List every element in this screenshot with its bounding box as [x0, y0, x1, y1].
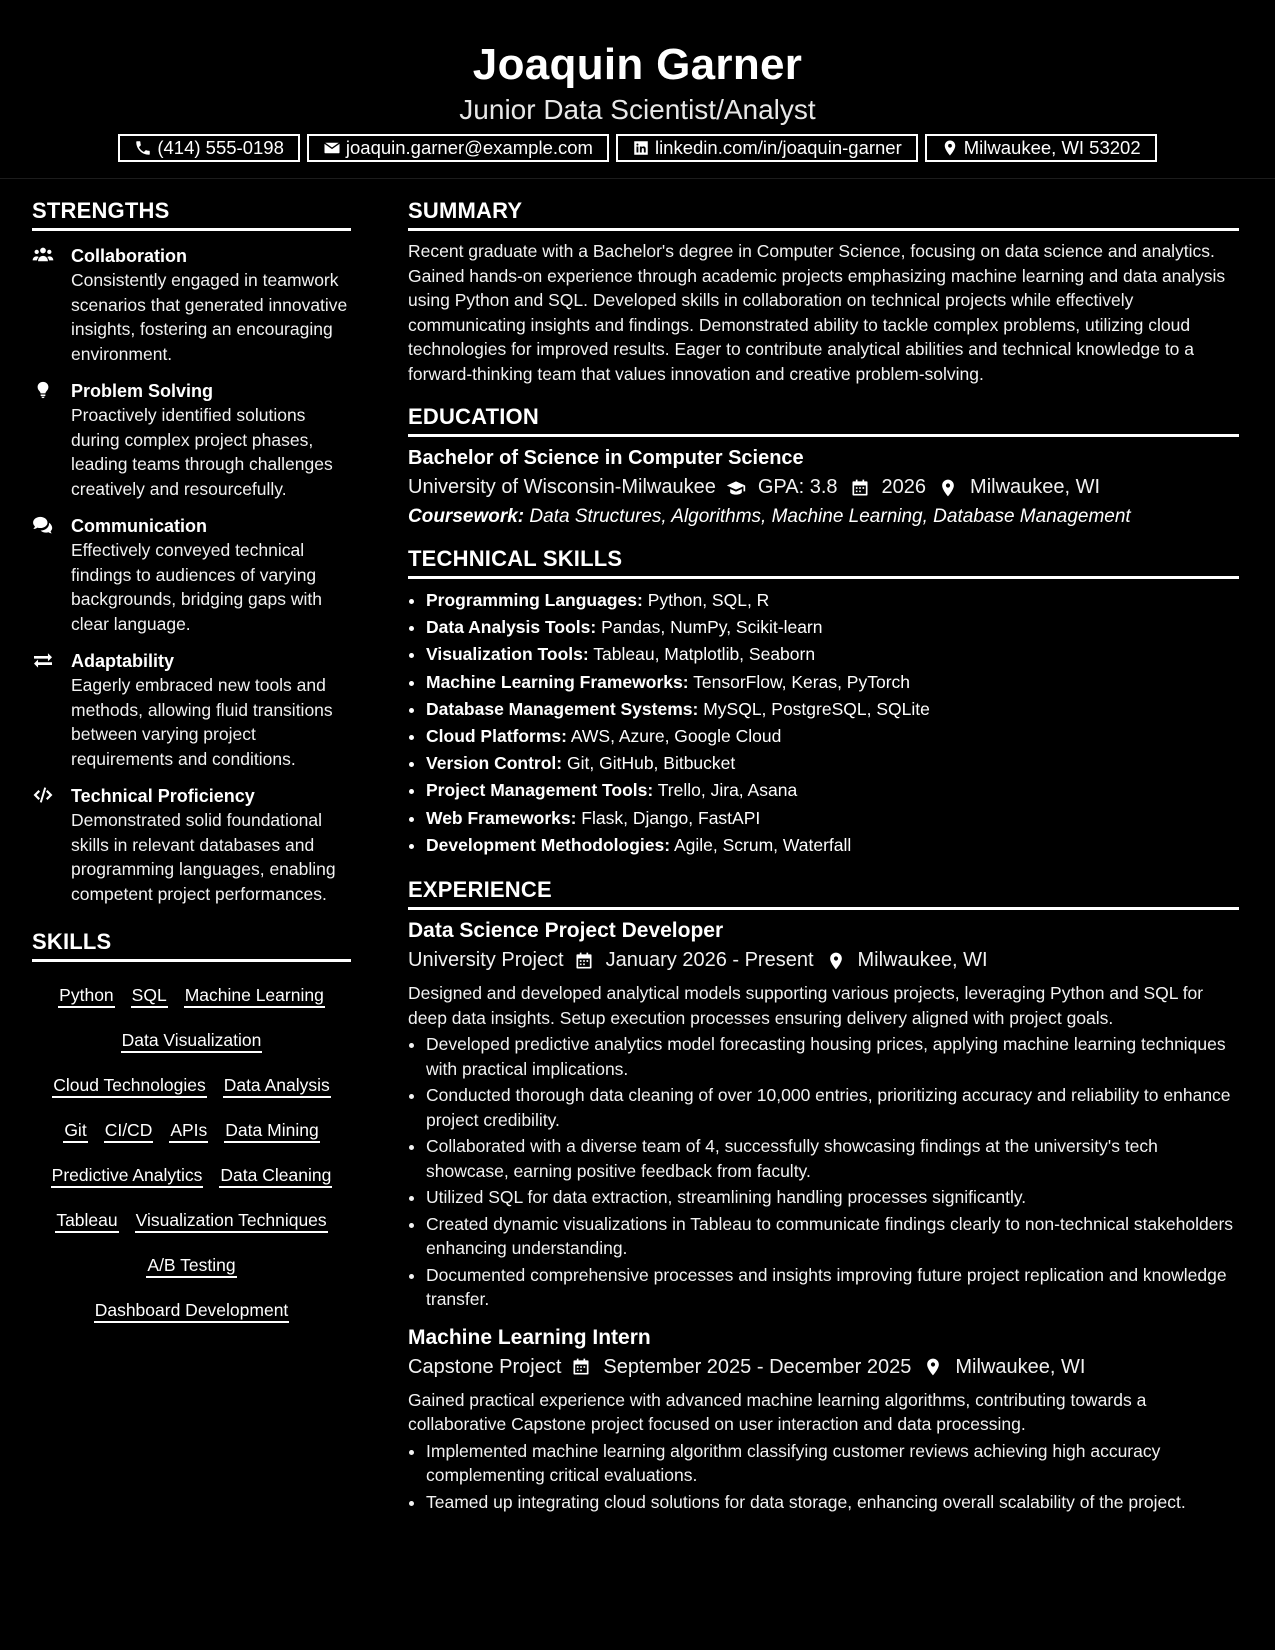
- contact-email[interactable]: [307, 134, 609, 162]
- skill-chip: SQL: [131, 984, 168, 1008]
- experience-entry: [408, 1326, 1239, 1515]
- skill-chip: Data Visualization: [121, 1029, 263, 1053]
- list-item: [426, 750, 1239, 777]
- job-title: Machine Learning Intern: [408, 1325, 651, 1349]
- tech-value: Tableau, Matplotlib, Seaborn: [593, 644, 816, 665]
- contact-phone[interactable]: [118, 134, 300, 162]
- lightbulb-icon: [32, 381, 56, 401]
- skill-chip: Tableau: [55, 1209, 118, 1233]
- summary-heading: SUMMARY: [408, 198, 1239, 231]
- tech-label: Database Management Systems:: [426, 698, 699, 719]
- tech-label: Project Management Tools:: [426, 780, 654, 801]
- tech-label: Cloud Platforms:: [426, 726, 567, 747]
- phone-text: (414) 555-0198: [157, 137, 284, 158]
- job-dates: January 2026 - Present: [605, 949, 814, 972]
- tech-value: MySQL, PostgreSQL, SQLite: [703, 698, 930, 719]
- skill-chip: Data Analysis: [223, 1074, 331, 1098]
- tech-value: Git, GitHub, Bitbucket: [567, 753, 736, 774]
- graduation-year: 2026: [881, 476, 927, 498]
- education-meta: [408, 476, 1239, 499]
- list-item: • Created dynamic visualizations in Tableau to communicate findings clearly to non-technical stakeholders enhancing understanding.: [426, 1212, 1239, 1261]
- contact-bar: [0, 134, 1275, 162]
- skill-chip: Python: [58, 984, 114, 1008]
- job-description: Designed and developed analytical models supporting various projects, leveraging Python and SQL for deep data insights. Setup execution processes ensuring delivery aligned with project goals.: [408, 983, 1204, 1028]
- list-item: • Documented comprehensive processes and insights improving future project replication and knowledge transfer.: [426, 1263, 1239, 1312]
- summary-text: Recent graduate with a Bachelor's degree in Computer Science, focusing on data science and analytics. Gained hands-on experience through academic projects emphasizing machine learning and data analysis using Python and SQL. Developed skills in collaboration on technical projects while effectively communicating insights and findings. Demonstrated ability to tackle complex problems, utilizing cloud technologies for improved results. Eager to contribute analytical abilities and technical knowledge to a forward-thinking team that values innovation and creative problem-solving.: [408, 241, 1226, 384]
- graduation-cap-icon: [726, 478, 746, 498]
- candidate-name: Joaquin Garner: [472, 40, 803, 89]
- list-item: [426, 587, 1239, 614]
- resume-header: [0, 0, 1275, 179]
- skills-list: [32, 974, 351, 1334]
- right-column: [408, 198, 1239, 1516]
- tech-label: Development Methodologies:: [426, 834, 671, 855]
- job-bullets: [408, 1032, 1239, 1312]
- experience-entry: [408, 919, 1239, 1312]
- skill-chip: Data Cleaning: [219, 1164, 332, 1188]
- skill-chip: Machine Learning: [184, 984, 325, 1008]
- map-pin-icon: [826, 951, 846, 971]
- skill-chip: Git: [63, 1119, 87, 1143]
- degree-title: Bachelor of Science in Computer Science: [408, 447, 804, 469]
- map-pin-icon: [941, 139, 959, 157]
- skill-chip: Data Mining: [224, 1119, 319, 1143]
- list-item: • Collaborated with a diverse team of 4, successfully showcasing findings at the university's tech showcase, earning positive feedback from faculty.: [426, 1134, 1239, 1183]
- strength-title: Communication: [71, 516, 208, 536]
- tech-label: Visualization Tools:: [426, 644, 589, 665]
- list-item: [426, 832, 1239, 859]
- strength-item: [32, 379, 351, 501]
- strength-title: Adaptability: [71, 651, 175, 671]
- technical-skills-heading: TECHNICAL SKILLS: [408, 546, 1239, 579]
- linkedin-icon: [632, 139, 650, 157]
- job-bullets: [408, 1439, 1239, 1515]
- education-section: [408, 404, 1239, 528]
- strength-title: Collaboration: [71, 246, 187, 266]
- candidate-title: Junior Data Scientist/Analyst: [459, 94, 816, 125]
- skill-chip: Cloud Technologies: [52, 1074, 206, 1098]
- map-pin-icon: [938, 478, 958, 498]
- school-location: Milwaukee, WI: [970, 476, 1101, 498]
- list-item: [426, 669, 1239, 696]
- contact-linkedin[interactable]: [616, 134, 918, 162]
- coursework-list: Data Structures, Algorithms, Machine Learning, Database Management: [529, 506, 1131, 527]
- tech-label: Web Frameworks:: [426, 807, 577, 828]
- email-text: joaquin.garner@example.com: [345, 137, 593, 158]
- job-dates: September 2025 - December 2025: [603, 1355, 912, 1378]
- tech-value: AWS, Azure, Google Cloud: [570, 726, 782, 747]
- strength-title: Problem Solving: [71, 381, 214, 401]
- list-item: • Developed predictive analytics model forecasting housing prices, applying machine learning techniques with practical implications.: [426, 1032, 1239, 1081]
- strength-item: [32, 244, 351, 366]
- job-title: Data Science Project Developer: [408, 919, 724, 943]
- education-heading: EDUCATION: [408, 404, 1239, 437]
- calendar-icon: [850, 478, 870, 498]
- skill-chip: Predictive Analytics: [51, 1164, 204, 1188]
- gpa: GPA: 3.8: [757, 476, 838, 498]
- skills-heading: SKILLS: [32, 929, 351, 962]
- list-item: [426, 696, 1239, 723]
- list-item: [426, 805, 1239, 832]
- skill-chip: APIs: [169, 1119, 208, 1143]
- contact-location[interactable]: [925, 134, 1157, 162]
- coursework: [408, 506, 1239, 528]
- strength-desc: Proactively identified solutions during complex project phases, leading teams through challenges creatively and resourcefully.: [71, 405, 333, 499]
- users-icon: [32, 246, 56, 266]
- location-text: Milwaukee, WI 53202: [963, 137, 1141, 158]
- technical-skills-list: [408, 587, 1239, 859]
- tech-value: Trello, Jira, Asana: [657, 780, 798, 801]
- strength-item: [32, 784, 351, 906]
- map-pin-icon: [923, 1357, 943, 1377]
- strength-desc: Effectively conveyed technical findings to audiences of varying backgrounds, bridging gaps with clear language.: [71, 540, 322, 634]
- strength-title: Technical Proficiency: [71, 786, 255, 806]
- list-item: • Teamed up integrating cloud solutions for data storage, enhancing overall scalability of the project.: [426, 1490, 1239, 1515]
- strength-item: [32, 649, 351, 771]
- experience-heading: EXPERIENCE: [408, 877, 1239, 910]
- job-description: Gained practical experience with advanced machine learning algorithms, contributing towards a collaborative Capstone project focused on user interaction and data processing.: [408, 1389, 1147, 1435]
- list-item: • Conducted thorough data cleaning of over 10,000 entries, prioritizing accuracy and reliability to enhance project credibility.: [426, 1083, 1239, 1132]
- list-item: [426, 723, 1239, 750]
- strength-desc: Consistently engaged in teamwork scenarios that generated innovative insights, fostering an encouraging environment.: [71, 270, 348, 364]
- job-location: Milwaukee, WI: [955, 1355, 1086, 1378]
- calendar-icon: [571, 1357, 591, 1377]
- coursework-label: Coursework:: [408, 506, 525, 527]
- strength-desc: Demonstrated solid foundational skills in relevant databases and programming languages, enabling competent project performances.: [71, 810, 336, 904]
- job-location: Milwaukee, WI: [857, 949, 988, 972]
- left-column: [32, 198, 351, 1334]
- list-item: • Utilized SQL for data extraction, streamlining handling processes significantly.: [426, 1185, 1239, 1210]
- linkedin-text: linkedin.com/in/joaquin-garner: [654, 137, 902, 158]
- tech-value: Flask, Django, FastAPI: [581, 807, 761, 828]
- tech-value: TensorFlow, Keras, PyTorch: [693, 671, 911, 692]
- list-item: • Implemented machine learning algorithm classifying customer reviews achieving high accuracy complementing critical evaluations.: [426, 1439, 1239, 1488]
- tech-value: Pandas, NumPy, Scikit-learn: [601, 617, 823, 638]
- phone-icon: [134, 139, 152, 157]
- strength-desc: Eagerly embraced new tools and methods, allowing fluid transitions between varying project requirements and conditions.: [71, 675, 333, 769]
- list-item: [426, 614, 1239, 641]
- school-name: University of Wisconsin-Milwaukee: [408, 476, 716, 498]
- job-meta: [408, 1356, 1239, 1379]
- strength-item: [32, 514, 351, 636]
- experience-section: [408, 877, 1239, 1514]
- tech-label: Version Control:: [426, 753, 563, 774]
- tech-label: Data Analysis Tools:: [426, 617, 597, 638]
- tech-label: Machine Learning Frameworks:: [426, 671, 689, 692]
- technical-skills-section: [408, 546, 1239, 859]
- list-item: [426, 777, 1239, 804]
- job-org: University Project: [408, 949, 564, 972]
- comments-icon: [32, 516, 56, 536]
- job-meta: [408, 949, 1239, 972]
- list-item: [426, 641, 1239, 668]
- exchange-arrows-icon: [32, 651, 56, 671]
- skill-chip: Dashboard Development: [94, 1299, 290, 1323]
- skill-chip: Visualization Techniques: [135, 1209, 328, 1233]
- job-org: Capstone Project: [408, 1355, 562, 1378]
- skill-chip: CI/CD: [104, 1119, 154, 1143]
- tech-label: Programming Languages:: [426, 590, 643, 610]
- calendar-icon: [574, 951, 594, 971]
- tech-value: Agile, Scrum, Waterfall: [673, 834, 852, 855]
- tech-value: Python, SQL, R: [647, 590, 770, 610]
- strengths-heading: STRENGTHS: [32, 198, 351, 231]
- envelope-icon: [323, 139, 341, 157]
- skill-chip: A/B Testing: [146, 1254, 236, 1278]
- code-icon: [32, 786, 56, 806]
